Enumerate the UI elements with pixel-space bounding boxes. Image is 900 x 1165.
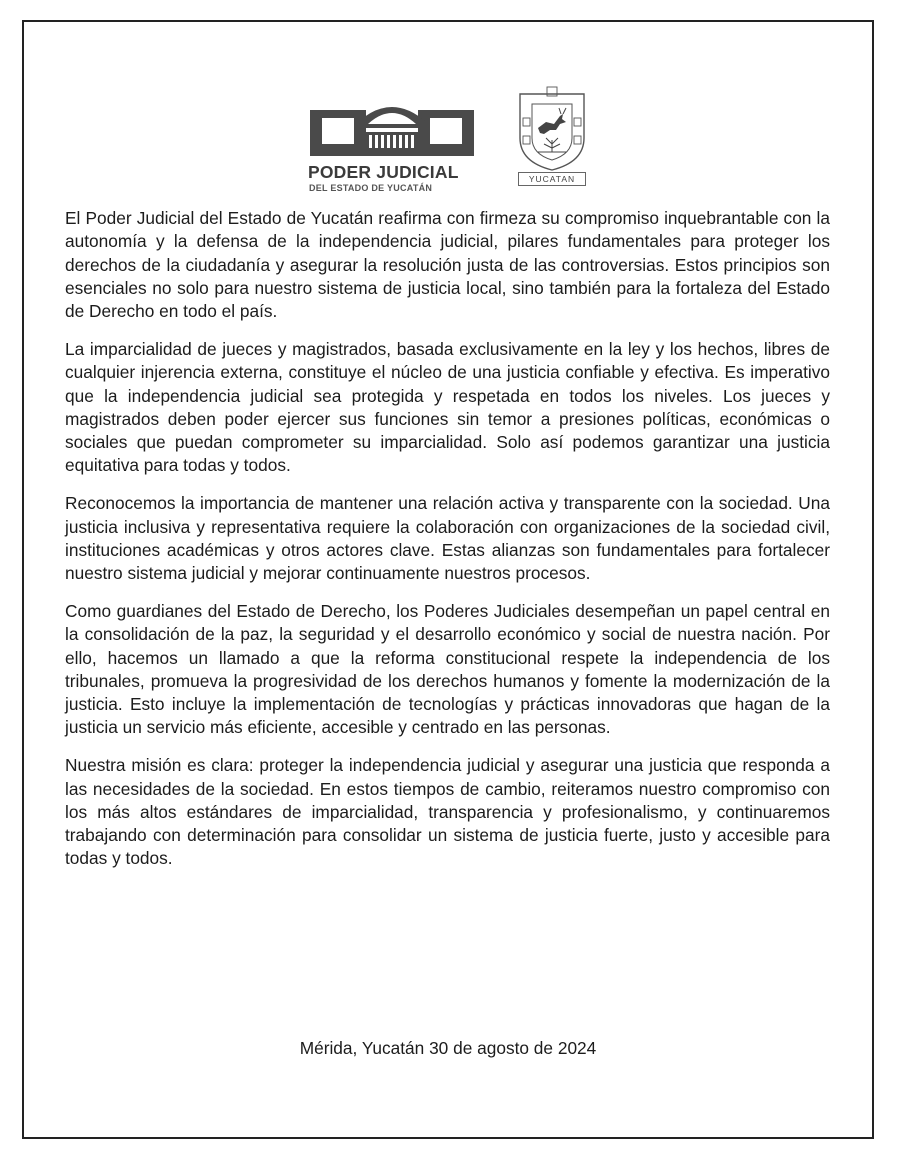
poder-judicial-logo: [308, 94, 476, 194]
yucatan-coat-of-arms: [516, 86, 588, 190]
paragraph-3: Reconocemos la importancia de mantener una relación activa y transparente con la sociedad. Una justicia inclusiva y representativa requiere la colaboración con organizaciones de la sociedad civil, instituciones académicas y otros actores clave. Estas alianzas son fundamentales para fortalecer nuestro sistema judicial y mejorar continuamente nuestros procesos.: [65, 493, 830, 584]
header-logos: [24, 84, 872, 194]
paragraph-2: La imparcialidad de jueces y magistrados, basada exclusivamente en la ley y los hechos, libres de cualquier injerencia externa, constituye el núcleo de una justicia confiable y efectiva. Es imperativo que la independencia judicial sea protegida y respetada en todos los niveles. Los jueces y magistrados deben poder ejercer sus funciones sin temor a presiones políticas, económicas o sociales que puedan comprometer su imparcialidad. Solo así podemos garantizar una justicia equitativa para todas y todos.: [65, 338, 830, 476]
paragraph-4: Como guardianes del Estado de Derecho, los Poderes Judiciales desempeñan un papel central en la consolidación de la paz, la seguridad y el desarrollo económico y social de nuestra nación. Por ello, hacemos un llamado a que la reforma constitucional respete la independencia de los tribunales, promueva la progresividad de los derechos humanos y fomente la modernización de la justicia. Esto incluye la implementación de tecnologías y prácticas innovadoras que hagan de la justicia un servicio más eficiente, accesible y centrado en las personas.: [65, 600, 830, 738]
paragraph-1: El Poder Judicial del Estado de Yucatán reafirma con firmeza su compromiso inquebrantable con la autonomía y la defensa de la independencia judicial, pilares fundamentales para proteger los derechos de la ciudadanía y asegurar la resolución justa de las controversias. Estos principios son esenciales no solo para nuestro sistema de justicia local, sino también para la fortaleza del Estado de Derecho en todo el país.: [65, 208, 830, 322]
coat-of-arms-icon: [516, 86, 588, 172]
institution-name: PODER JUDICIAL: [308, 162, 459, 182]
statement-body: [65, 207, 830, 885]
place-and-date: Mérida, Yucatán 30 de agosto de 2024: [299, 1038, 597, 1058]
institution-subtitle: DEL ESTADO DE YUCATÁN: [309, 183, 433, 193]
document-frame: [22, 20, 874, 1139]
yucatan-label: YUCATAN: [518, 172, 586, 186]
courthouse-icon: [308, 94, 476, 158]
paragraph-5: Nuestra misión es clara: proteger la independencia judicial y asegurar una justicia que responda a las necesidades de la sociedad. En estos tiempos de cambio, reiteramos nuestro compromiso con los más altos estándares de imparcialidad, transparencia y profesionalismo, y continuaremos trabajando con determinación para consolidar un sistema de justicia fuerte, justo y accesible para todas y todos.: [65, 755, 830, 869]
